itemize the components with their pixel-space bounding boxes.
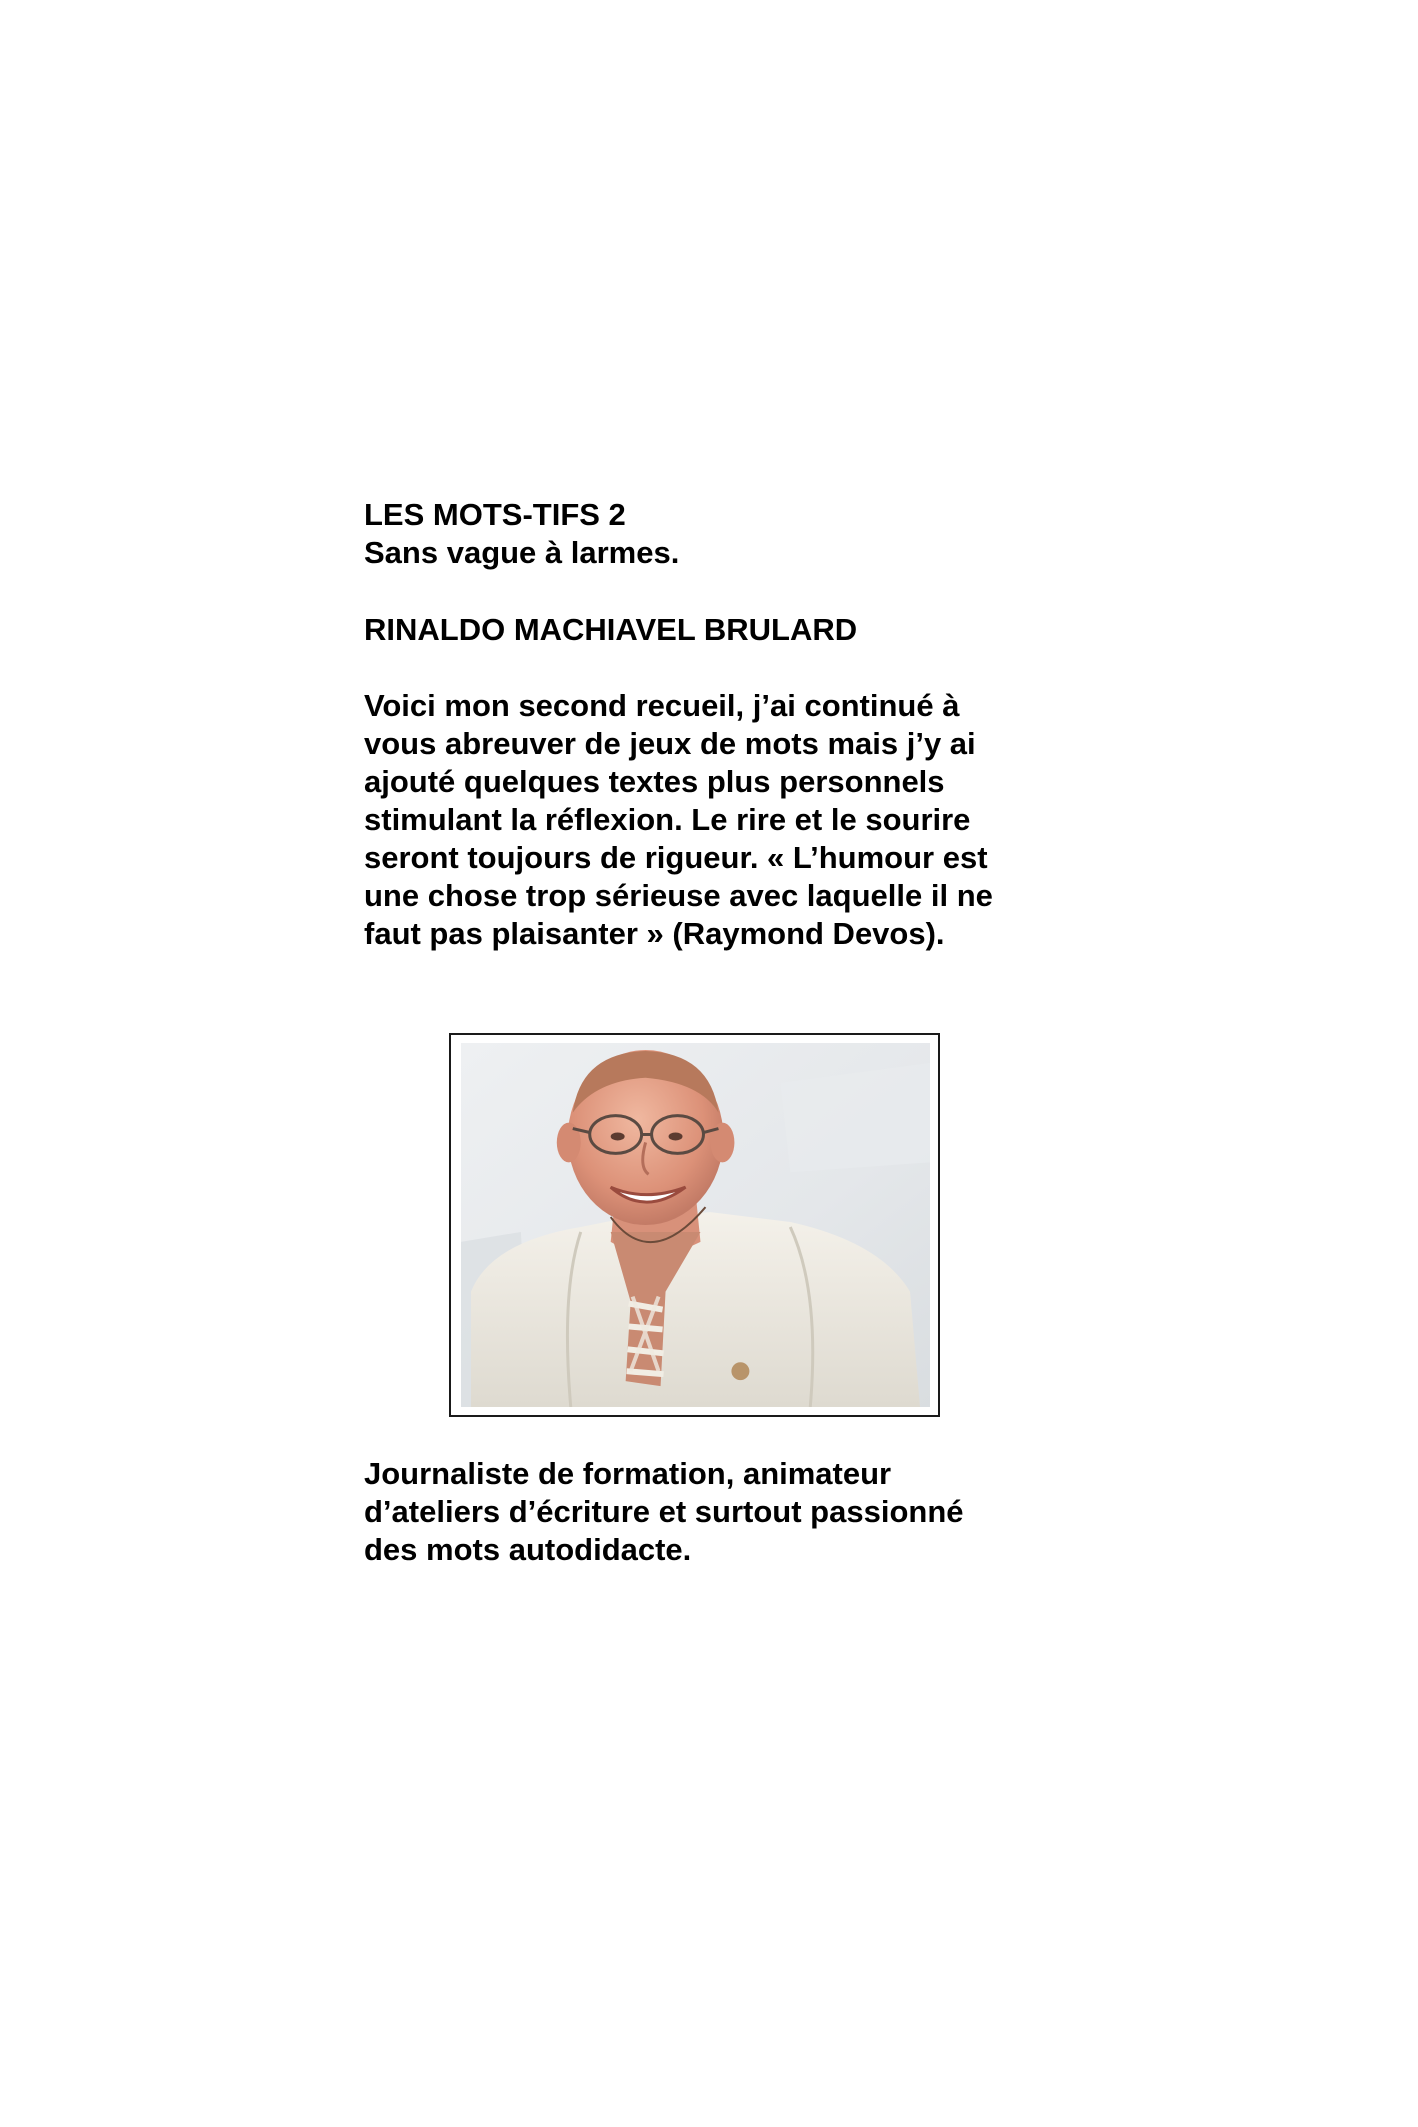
- intro-paragraph: Voici mon second recueil, j’ai continué à vous abreuver de jeux de mots mais j’y ai ajouté quelques textes plus personnels stimulant la réflexion. Le rire et le sourire seront toujours de rigueur. « L’humour est une chose trop sérieuse avec laquelle il ne faut pas plaisanter » (Raymond Devos).: [364, 688, 993, 951]
- book-title: [364, 496, 1004, 572]
- author-photo-frame: [449, 1033, 940, 1417]
- book-subtitle: Sans vague à larmes.: [364, 535, 680, 570]
- author-photo: [461, 1043, 930, 1407]
- book-title-main: LES MOTS-TIFS 2: [364, 497, 626, 532]
- author-portrait-image: [461, 1043, 930, 1407]
- author-name: RINALDO MACHIAVEL BRULARD: [364, 612, 858, 647]
- author-bio: Journaliste de formation, animateur d’ateliers d’écriture et surtout passionné des mots autodidacte.: [364, 1456, 964, 1567]
